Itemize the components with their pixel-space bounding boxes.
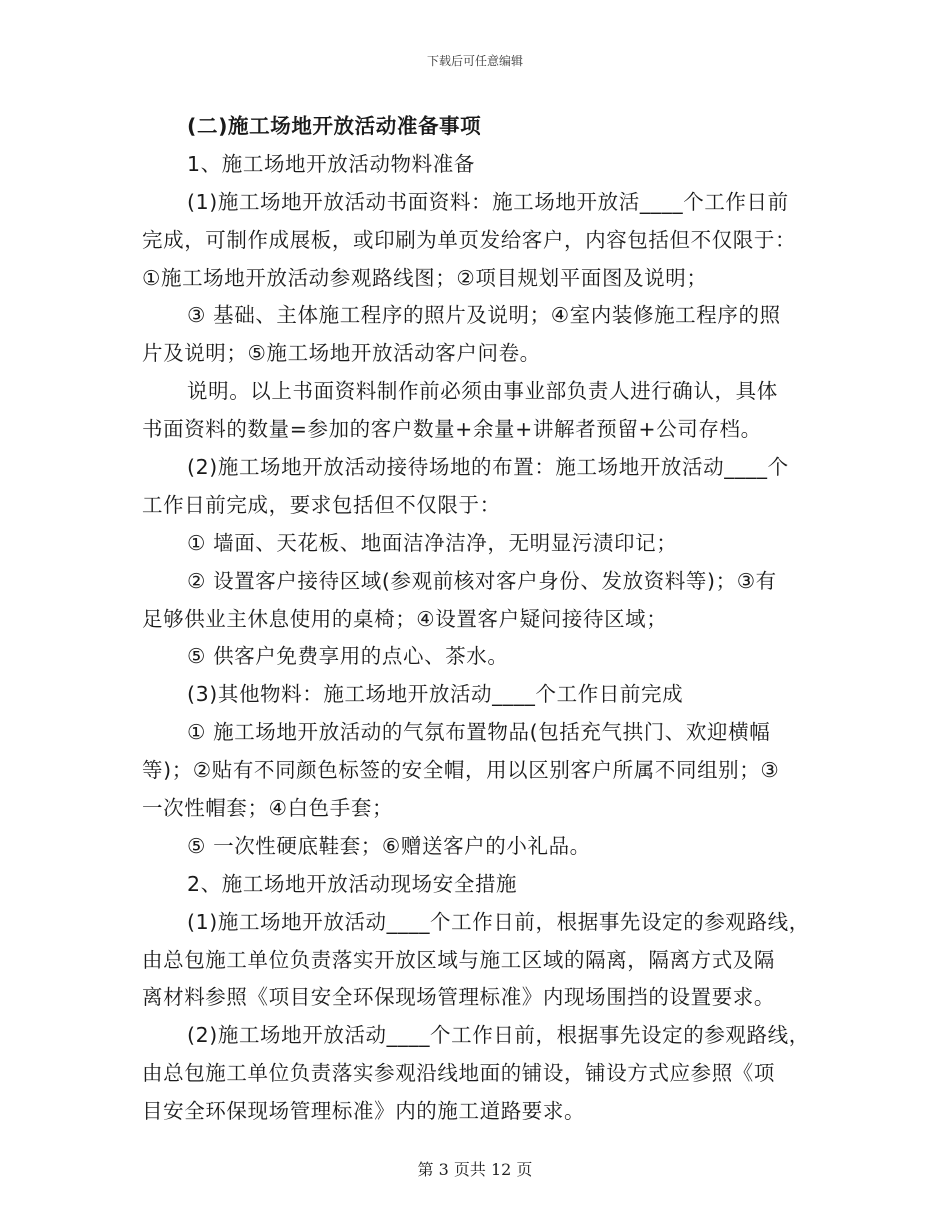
text-line: ⑤ 一次性硬底鞋套；⑥赠送客户的小礼品。 bbox=[187, 833, 591, 858]
text-line: ⑤ 供客户免费享用的点心、茶水。 bbox=[187, 644, 509, 669]
text-line: 片及说明；⑤施工场地开放活动客户问卷。 bbox=[142, 341, 541, 366]
text-line: 由总包施工单位负责落实参观沿线地面的铺设，铺设方式应参照《项 bbox=[142, 1061, 775, 1086]
text-line: (3)其他物料：施工场地开放活动____个工作日前完成 bbox=[187, 682, 684, 707]
text-line: 目安全环保现场管理标准》内的施工道路要求。 bbox=[142, 1099, 586, 1124]
text-line: (2)施工场地开放活动接待场地的布置：施工场地开放活动____个 bbox=[187, 455, 789, 480]
text-line: 2、施工场地开放活动现场安全措施 bbox=[187, 871, 518, 896]
text-line: (2)施工场地开放活动____个工作日前，根据事先设定的参观路线， bbox=[187, 1023, 810, 1048]
text-line: 足够供业主休息使用的桌椅；④设置客户疑问接待区域； bbox=[142, 606, 668, 631]
text-line: 工作日前完成，要求包括但不仅限于： bbox=[142, 492, 501, 517]
text-line: ① 施工场地开放活动的气氛布置物品(包括充气拱门、欢迎横幅 bbox=[187, 720, 771, 745]
text-line: ② 设置客户接待区域(参观前核对客户身份、发放资料等)；③有 bbox=[187, 568, 777, 593]
text-line: ①施工场地开放活动参观路线图；②项目规划平面图及说明； bbox=[142, 265, 708, 290]
document-body bbox=[142, 108, 822, 1131]
section-heading: (二)施工场地开放活动准备事项 bbox=[187, 114, 482, 138]
text-line: 等)；②贴有不同颜色标签的安全帽，用以区别客户所属不同组别；③ bbox=[142, 758, 780, 783]
text-line: 1、施工场地开放活动物料准备 bbox=[187, 151, 475, 176]
text-line: 完成，可制作成展板，或印刷为单页发给客户，内容包括但不仅限于： bbox=[142, 227, 797, 252]
page-header: 下载后可任意编辑 bbox=[426, 54, 523, 68]
text-line: 一次性帽套；④白色手套； bbox=[142, 796, 394, 821]
page-footer: 第 3 页共 12 页 bbox=[417, 1160, 533, 1179]
text-line: 说明。以上书面资料制作前必须由事业部负责人进行确认，具体 bbox=[187, 379, 778, 404]
text-line: (1)施工场地开放活动____个工作日前，根据事先设定的参观路线， bbox=[187, 909, 810, 934]
text-line: ① 墙面、天花板、地面洁净洁净，无明显污渍印记； bbox=[187, 530, 678, 555]
text-line: 由总包施工单位负责落实开放区域与施工区域的隔离，隔离方式及隔 bbox=[142, 947, 775, 972]
text-line: 离材料参照《项目安全环保现场管理标准》内现场围挡的设置要求。 bbox=[142, 985, 775, 1010]
text-line: (1)施工场地开放活动书面资料：施工场地开放活____个工作日前 bbox=[187, 189, 789, 214]
text-line: 书面资料的数量=参加的客户数量+余量+讲解者预留+公司存档。 bbox=[142, 417, 762, 442]
text-line: ③ 基础、主体施工程序的照片及说明；④室内装修施工程序的照 bbox=[187, 303, 781, 328]
